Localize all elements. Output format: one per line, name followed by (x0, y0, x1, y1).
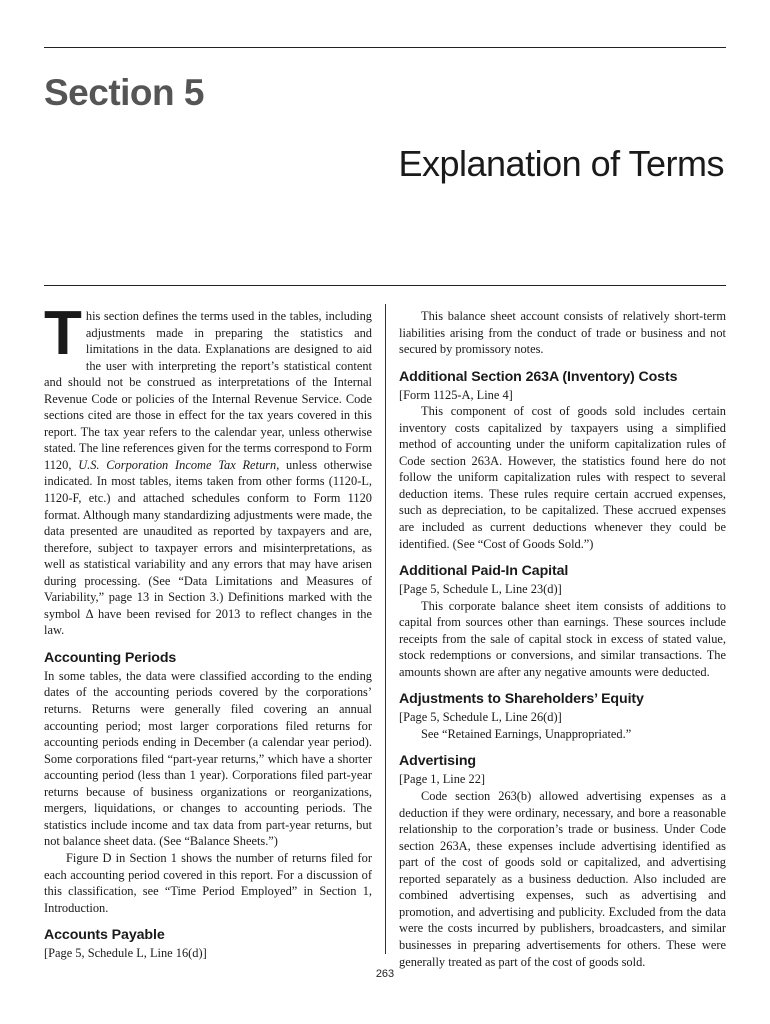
accounting-periods-p2: Figure D in Section 1 shows the number of returns filed for each accounting period covered in this report. For a discussion of this classification, see “Time Period Employed” in Section 1, Introduction. (44, 850, 372, 915)
heading-accounts-payable: Accounts Payable (44, 927, 165, 944)
paid-in-capital-p1: This corporate balance sheet item consists of additions to capital from sources other than earnings. These sources include receipts from the sale of capital stock in excess of stated value, stock redemptions or conversions, and similar transactions. The amounts shown are after any negative amounts were deducted. (399, 598, 726, 679)
heading-paid-in-capital: Additional Paid-In Capital (399, 563, 569, 580)
intro-text-2: , unless otherwise indicated. In most tables, items taken from other forms (1120-L, 1120-F, etc.) and attached schedules conform to Form 1120 format. Although many standardizing adjustments were made, the data presented are unaudited as reported by taxpayers and are, therefore, subject to taxpayer errors and misinterpretations, as well as statistical variability and any errors that may have arisen during processing. (See “Data Limitations and Measures of Variability,” page 13 in Section 3.) Definitions marked with the symbol Δ have been revised for 2013 to reflect changes in the law. (44, 457, 372, 638)
top-rule (44, 47, 726, 48)
section-label: Section 5 (44, 72, 204, 113)
accounts-payable-ref: [Page 5, Schedule L, Line 16(d)] (44, 946, 207, 961)
drop-cap: T (44, 299, 82, 368)
shareholders-equity-ref: [Page 5, Schedule L, Line 26(d)] (399, 710, 562, 725)
title-rule (44, 285, 726, 286)
accounting-periods-p1: In some tables, the data were classified according to the ending dates of the accounting periods covered by the corporations’ returns. Returns were generally filed covering an annual accounting period; most larger corporations filed returns for accounting periods ending in December (a calendar year period). Some corporations filed “part-year returns,” which have a shorter accounting period (less than 1 year). Corporations filed part-year returns because of business organizations or reorganizations, mergers, liquidations, or changes to accounting periods. The statistics include income and tax data from part-year returns, but not balance sheet data. (See “Balance Sheets.”) (44, 668, 372, 849)
heading-accounting-periods: Accounting Periods (44, 649, 177, 666)
section-263a-p1: This component of cost of goods sold includes certain inventory costs capitalized by taxpayers using a simplified method of accounting under the uniform capitalization rules of Code section 263A. However, the statistics found here do not follow the uniform capitalization rules with respect to several deduction items. These rules require certain accrued expenses, such as depreciation, to be capitalized. These accrued expenses are included as current deductions whenever they could be identified. (See “Cost of Goods Sold.”) (399, 404, 726, 551)
intro-text-1: his section defines the terms used in the tables, including adjustments made in preparing the statistics and limitations in the data. Explanations are designed to aid the user with interpreting the report’s statistical content and should not be construed as interpretations of the Internal Revenue Code or policies of the Internal Revenue Service. Code sections cited are those in effect for the tax years covered in this report. The tax year refers to the calendar year, unless otherwise stated. The line references given for the terms correspond to Form 1120, (44, 309, 372, 472)
left-column (44, 299, 372, 962)
right-column (399, 308, 726, 970)
heading-shareholders-equity: Adjustments to Shareholders’ Equity (399, 691, 644, 708)
page-title: Explanation of Terms (398, 143, 724, 184)
paid-in-capital-ref: [Page 5, Schedule L, Line 23(d)] (399, 582, 562, 597)
advertising-ref: [Page 1, Line 22] (399, 772, 486, 787)
intro-paragraph (44, 299, 372, 639)
heading-section-263a: Additional Section 263A (Inventory) Costs (399, 368, 678, 385)
advertising-p1: Code section 263(b) allowed advertising expenses as a deduction if they were ordinary, necessary, and bore a reasonable relationship to the corporation’s trade or business. Under Code section 263A, these expenses include advertising identified as part of the cost of goods sold or capitalized, and advertising reported separately as a business deduction. Also included are combined advertising expenses, such as advertising and promotion, and advertising and publicity. Excluded from the data were the costs incurred by publishers, broadcasters, and similar businesses in preparing advertisements for others. These were generally treated as part of the cost of goods sold. (399, 789, 726, 969)
column-divider (385, 304, 386, 954)
form-title: U.S. Corporation Income Tax Return (78, 457, 277, 472)
heading-advertising: Advertising (399, 753, 476, 770)
shareholders-equity-p1: See “Retained Earnings, Unappropriated.” (421, 726, 632, 741)
accounts-payable-p1: This balance sheet account consists of relatively short-term liabilities arising from the conduct of trade or business and not secured by promissory notes. (399, 309, 726, 357)
page-number: 263 (375, 968, 395, 980)
section-263a-ref: [Form 1125-A, Line 4] (399, 387, 513, 402)
